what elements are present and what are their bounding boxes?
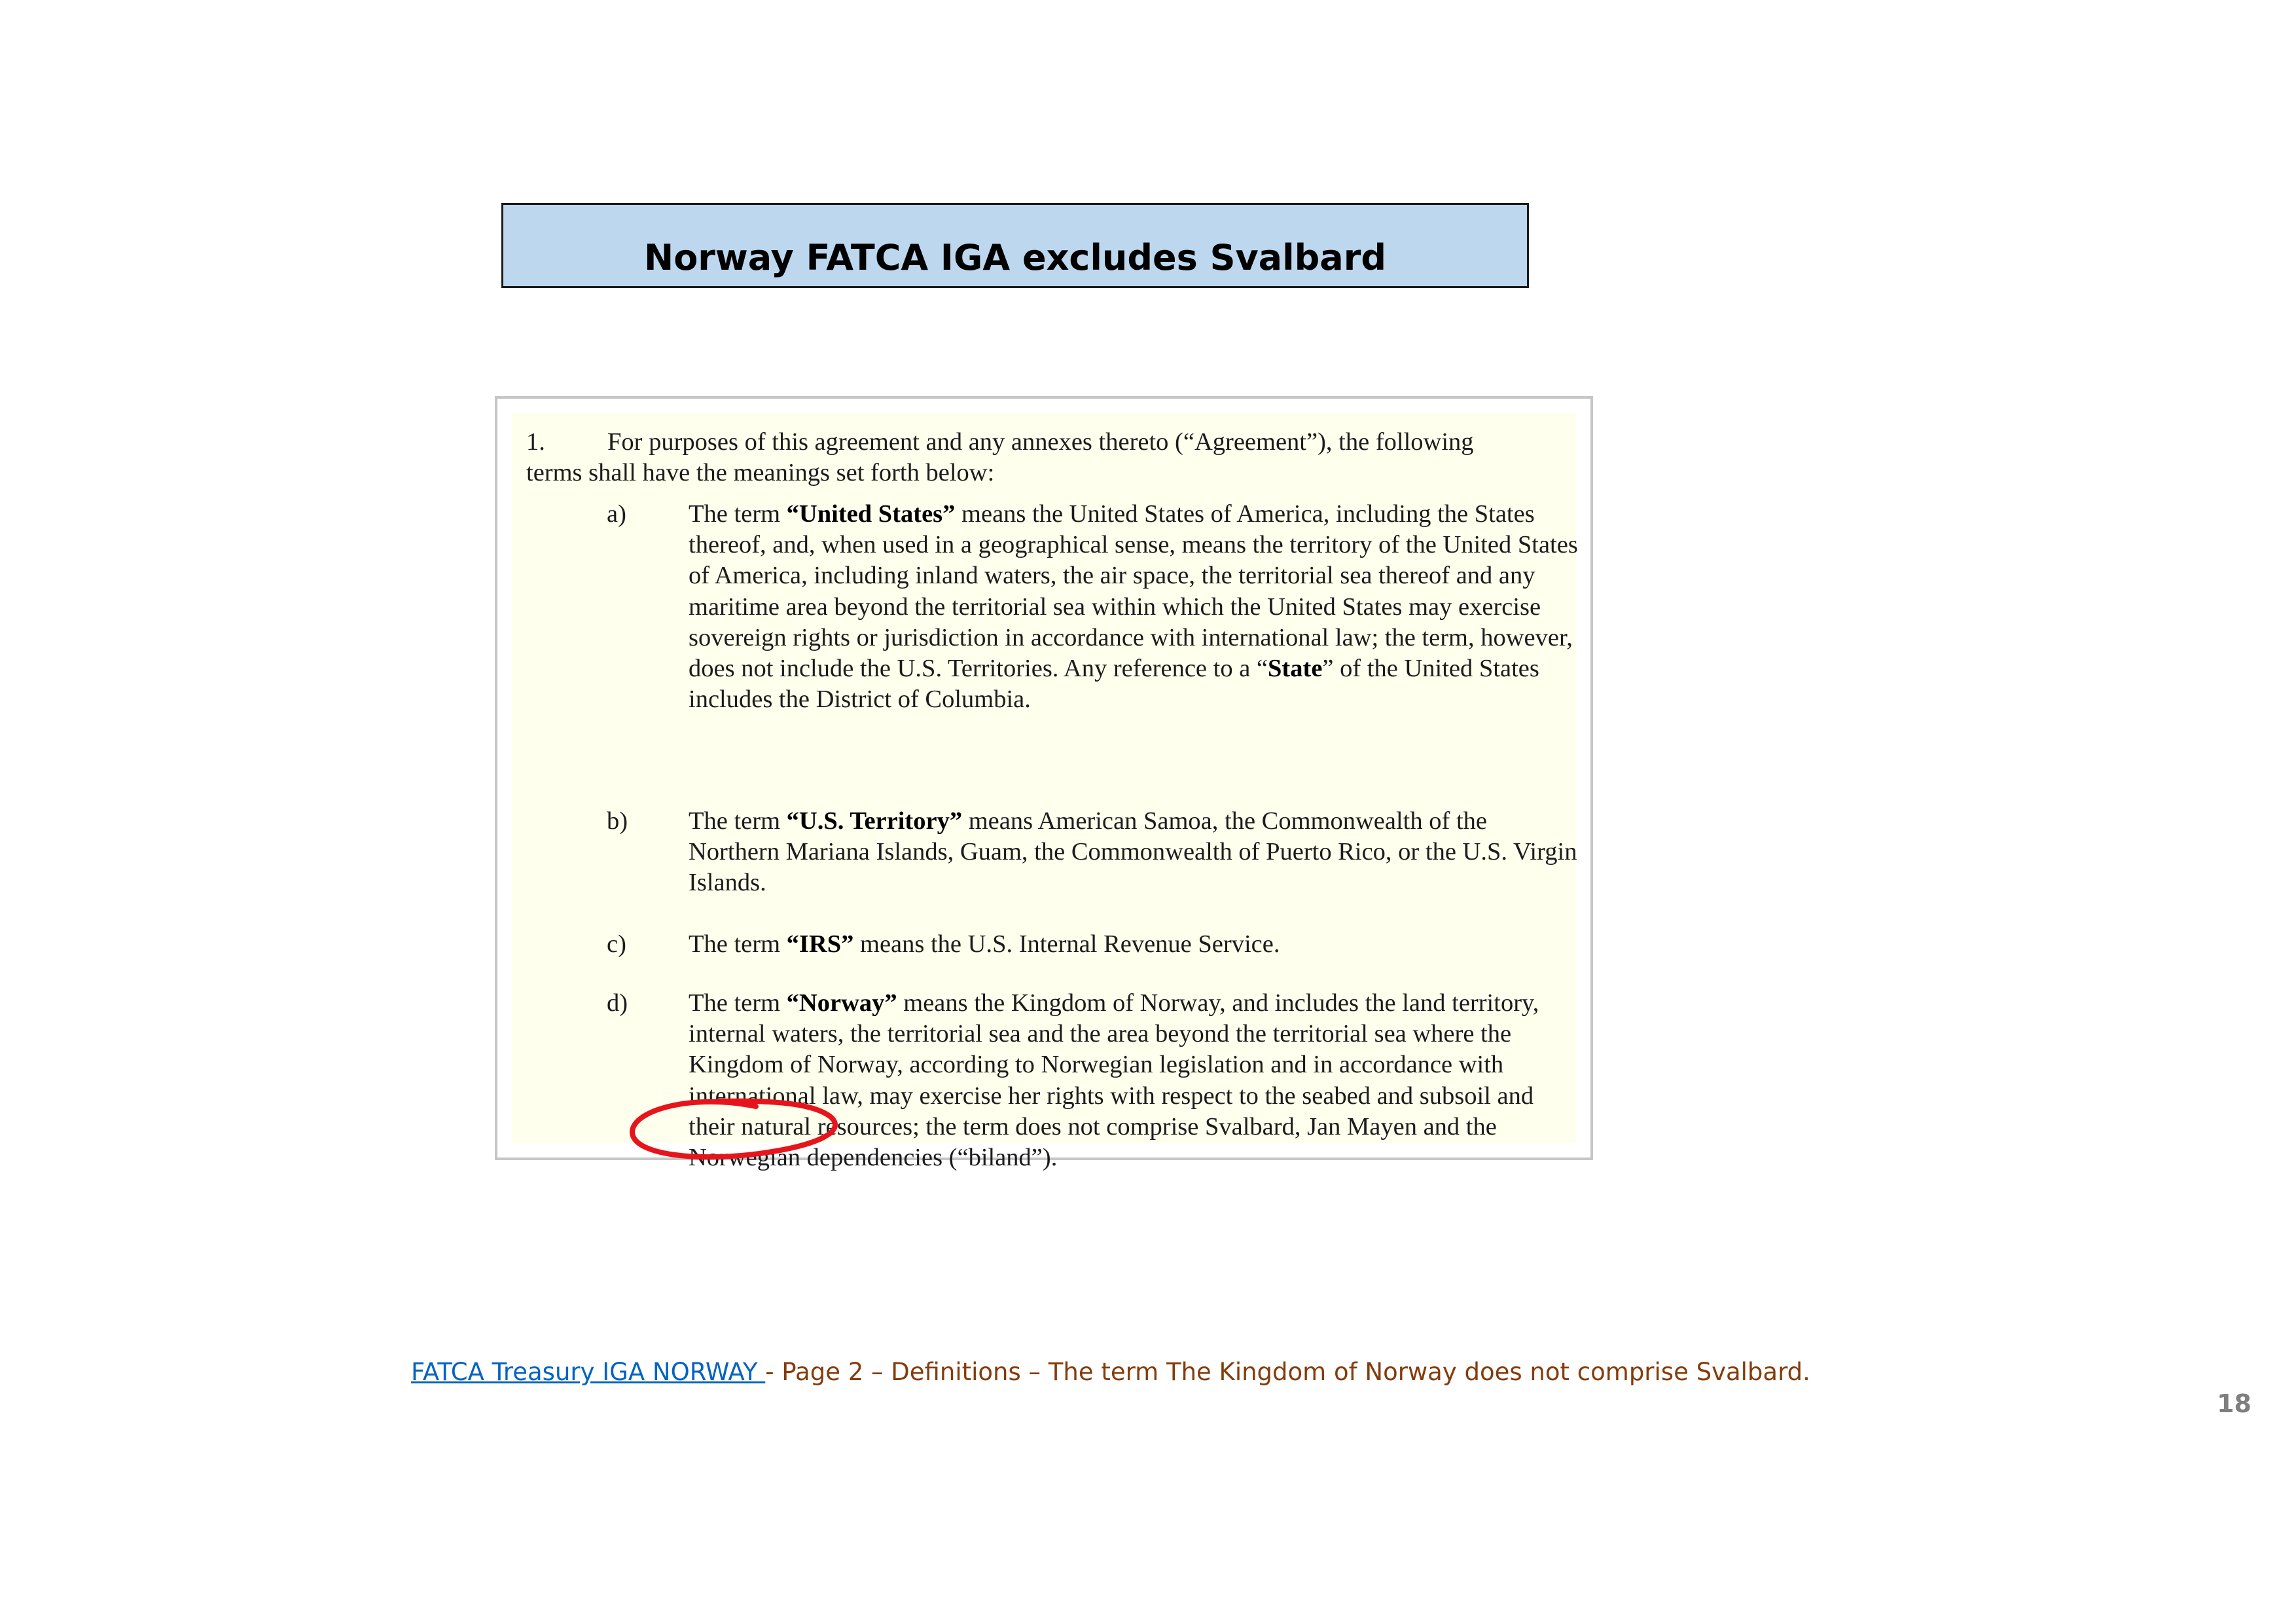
item-definition: means the United States of America, including the States thereof, and, when used in a geographical sense, means the territory of the United States of America, including inland waters, the air space, the territorial sea thereof and any maritime area beyond the territorial sea within which the United States may exercise sovereign rights or jurisdiction in accordance with international law; the term, however, does not include the U.S. Territories. Any reference to a “	[689, 500, 1578, 683]
item-definition: means the Kingdom of Norway, and includes the land territory, internal waters, the territorial sea and the area beyond the territorial sea where the Kingdom of Norway, according to Norwegian legislation and in accordance with international law, may exercise her rights with respect to the seabed and subsoil and their natural resources; the term does not comprise Svalbard, Jan Mayen and the Norwegian dependencies (“biland”).	[689, 989, 1539, 1172]
defined-term: “United States”	[786, 500, 956, 528]
defined-term: “Norway”	[786, 989, 897, 1017]
source-footnote	[411, 1358, 1810, 1386]
page-number: 18	[2217, 1389, 2251, 1418]
item-text	[689, 929, 1579, 960]
item-definition-tail: ” of the United States includes the District of Columbia.	[689, 655, 1539, 714]
source-link[interactable]: FATCA Treasury IGA NORWAY	[411, 1358, 766, 1386]
excerpt-page	[512, 413, 1578, 1172]
intro-paragraph	[526, 427, 1587, 488]
item-text	[689, 499, 1579, 715]
item-letter: a)	[607, 500, 626, 528]
item-letter: d)	[607, 989, 628, 1017]
intro-line-2: terms shall have the meanings set forth below:	[526, 459, 995, 487]
item-prefix: The term	[689, 500, 787, 528]
item-text	[689, 806, 1579, 899]
intro-line-1: For purposes of this agreement and any annexes thereto (“Agreement”), the following	[607, 428, 1474, 456]
defined-term: “IRS”	[786, 930, 854, 958]
item-prefix: The term	[689, 807, 787, 835]
defined-term: “U.S. Territory”	[786, 807, 963, 835]
intro-number: 1.	[526, 428, 545, 456]
defined-term-state: State	[1268, 655, 1323, 683]
item-letter: c)	[607, 930, 626, 958]
item-prefix: The term	[689, 989, 787, 1017]
item-definition: means American Samoa, the Commonwealth of the Northern Mariana Islands, Guam, the Commonwealth of Puerto Rico, or the U.S. Virgin Islands.	[689, 807, 1577, 897]
document-excerpt	[495, 396, 1593, 1172]
slide-title-box	[501, 203, 1529, 288]
source-description: - Page 2 – Definitions – The term The Kingdom of Norway does not comprise Svalbard.	[765, 1358, 1810, 1386]
item-definition: means the U.S. Internal Revenue Service.	[853, 930, 1280, 958]
item-letter: b)	[607, 807, 628, 835]
item-text	[689, 988, 1579, 1173]
slide-title: Norway FATCA IGA excludes Svalbard	[644, 236, 1386, 278]
item-prefix: The term	[689, 930, 787, 958]
